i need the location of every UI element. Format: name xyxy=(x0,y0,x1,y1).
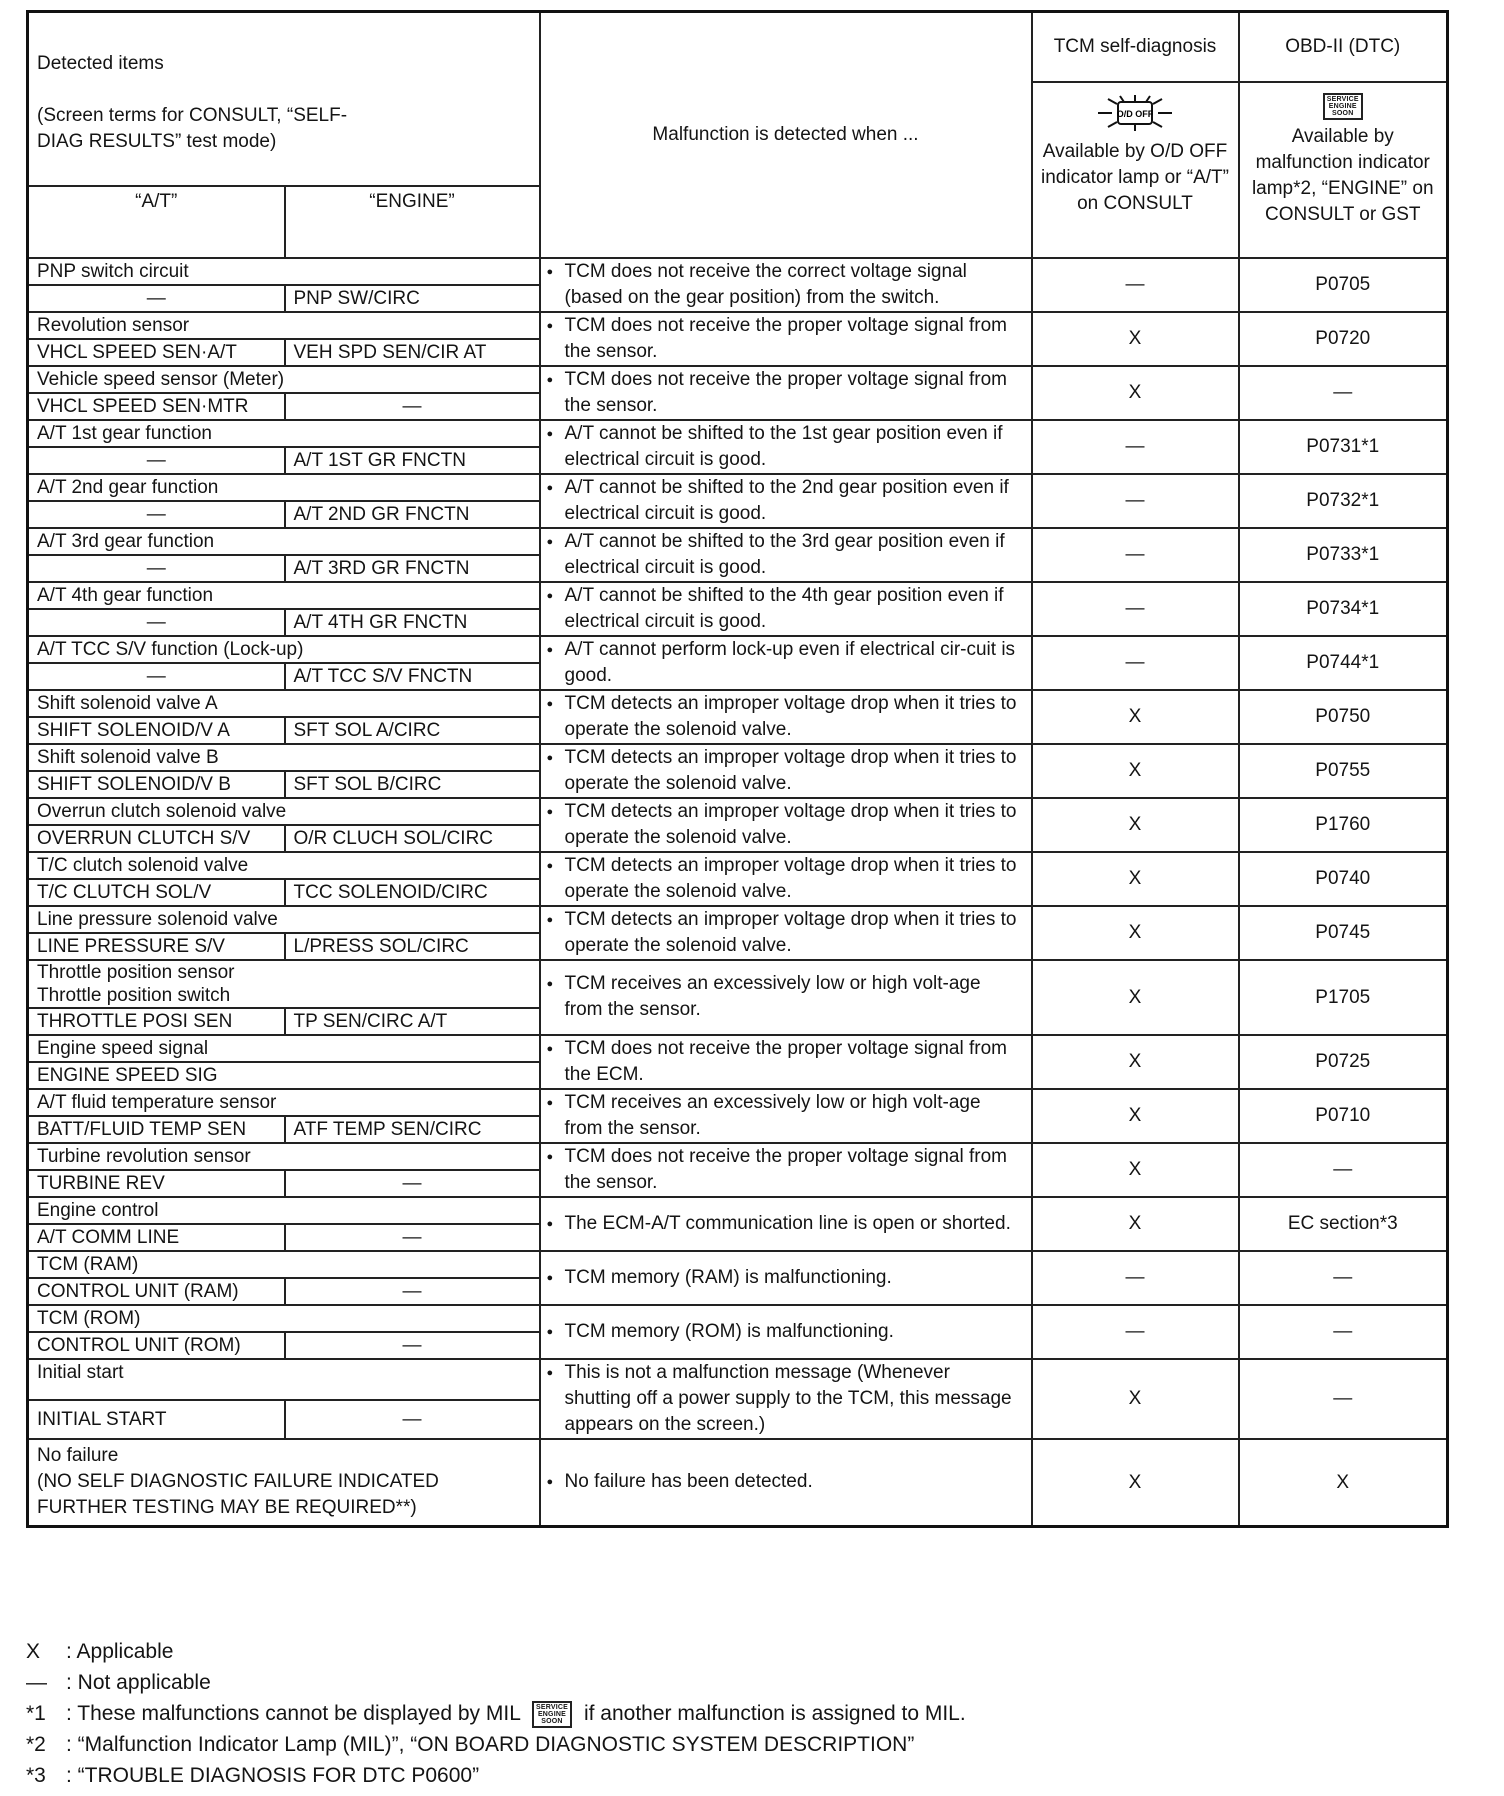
engine-term: TP SEN/CIRC A/T xyxy=(285,1008,540,1035)
table-row xyxy=(28,312,1448,339)
at-term: A/T COMM LINE xyxy=(28,1224,285,1251)
engine-term: L/PRESS SOL/CIRC xyxy=(285,933,540,960)
item-name: Vehicle speed sensor (Meter) xyxy=(28,366,540,393)
mil-inline-icon: SERVICE ENGINE SOON xyxy=(532,1701,572,1728)
table-row xyxy=(28,1439,1448,1527)
table-row xyxy=(28,744,1448,771)
item-name xyxy=(28,1439,540,1527)
engine-term: TCC SOLENOID/CIRC xyxy=(285,879,540,906)
tcm-lamp-cell xyxy=(1032,82,1239,258)
table-row xyxy=(28,690,1448,717)
note-3: *3 : “TROUBLE DIAGNOSIS FOR DTC P0600” xyxy=(26,1764,480,1787)
obd-cell: P0725 xyxy=(1239,1035,1448,1089)
table-row xyxy=(28,258,1448,285)
malfunction-cell: ● TCM detects an improper voltage drop when it tries to operate the solenoid valve. xyxy=(540,906,1032,960)
at-term: LINE PRESSURE S/V xyxy=(28,933,285,960)
engine-term: A/T 3RD GR FNCTN xyxy=(285,555,540,582)
table-row xyxy=(28,636,1448,663)
item-name-line-1: Throttle position sensor xyxy=(37,961,235,983)
tcm-cell: X xyxy=(1032,312,1239,366)
obd-cell: P0755 xyxy=(1239,744,1448,798)
malfunction-cell: ● A/T cannot be shifted to the 4th gear position even if electrical circuit is good. xyxy=(540,582,1032,636)
od-off-lamp-text: O/D OFF xyxy=(1116,108,1154,119)
at-term: SHIFT SOLENOID/V B xyxy=(28,771,285,798)
tcm-cell: — xyxy=(1032,474,1239,528)
malfunction-cell: ● This is not a malfunction message (Whenever shutting off a power supply to the TCM, this message appears on the screen.) xyxy=(540,1359,1032,1439)
engine-term: VEH SPD SEN/CIR AT xyxy=(285,339,540,366)
at-term: VHCL SPEED SEN·MTR xyxy=(28,393,285,420)
malfunction-cell: ● A/T cannot be shifted to the 2nd gear position even if electrical circuit is good. xyxy=(540,474,1032,528)
table-row xyxy=(28,960,1448,1008)
obd-cell: — xyxy=(1239,1305,1448,1359)
obd-cell: EC section*3 xyxy=(1239,1197,1448,1251)
tcm-cell: X xyxy=(1032,852,1239,906)
tcm-cell: X xyxy=(1032,960,1239,1035)
at-term: — xyxy=(28,447,285,474)
at-term: INITIAL START xyxy=(28,1400,285,1439)
malfunction-cell: ● TCM does not receive the proper voltage signal from the sensor. xyxy=(540,366,1032,420)
at-term: TURBINE REV xyxy=(28,1170,285,1197)
obd-cell: P0732*1 xyxy=(1239,474,1448,528)
at-term: VHCL SPEED SEN·A/T xyxy=(28,339,285,366)
engine-column-header: “ENGINE” xyxy=(285,186,540,258)
malfunction-cell: ● No failure has been detected. xyxy=(540,1439,1032,1527)
obd-cell: — xyxy=(1239,1359,1448,1439)
at-term: T/C CLUTCH SOL/V xyxy=(28,879,285,906)
diagnosis-table-page xyxy=(26,10,1446,1528)
engine-term: O/R CLUCH SOL/CIRC xyxy=(285,825,540,852)
obd-cell: P1760 xyxy=(1239,798,1448,852)
table-row xyxy=(28,528,1448,555)
at-term: CONTROL UNIT (ROM) xyxy=(28,1332,285,1359)
od-off-lamp-icon xyxy=(1090,93,1180,133)
obd-cell: — xyxy=(1239,366,1448,420)
engine-term: SFT SOL B/CIRC xyxy=(285,771,540,798)
at-column-header: “A/T” xyxy=(28,186,285,258)
tcm-cell: — xyxy=(1032,258,1239,312)
malfunction-cell: ● A/T cannot perform lock-up even if electrical cir-cuit is good. xyxy=(540,636,1032,690)
item-name: Shift solenoid valve A xyxy=(28,690,540,717)
obd-cell: P0731*1 xyxy=(1239,420,1448,474)
obd-cell: P0745 xyxy=(1239,906,1448,960)
tcm-cell: — xyxy=(1032,636,1239,690)
legend-notes xyxy=(26,1636,1466,1791)
item-name: PNP switch circuit xyxy=(28,258,540,285)
tcm-cell: X xyxy=(1032,1197,1239,1251)
at-term: THROTTLE POSI SEN xyxy=(28,1008,285,1035)
obd-cell: X xyxy=(1239,1439,1448,1527)
tcm-cell: — xyxy=(1032,528,1239,582)
tcm-cell: X xyxy=(1032,1359,1239,1439)
item-name: A/T 4th gear function xyxy=(28,582,540,609)
tcm-cell: — xyxy=(1032,1251,1239,1305)
engine-term: — xyxy=(285,1400,540,1439)
self-diagnosis-table xyxy=(26,10,1449,1528)
item-name-line-1: No failure xyxy=(37,1445,119,1467)
at-term: OVERRUN CLUTCH S/V xyxy=(28,825,285,852)
malfunction-header: Malfunction is detected when ... xyxy=(540,12,1032,258)
malfunction-cell: ● A/T cannot be shifted to the 3rd gear position even if electrical circuit is good. xyxy=(540,528,1032,582)
table-row xyxy=(28,1251,1448,1278)
obd-cell: — xyxy=(1239,1143,1448,1197)
item-name: Turbine revolution sensor xyxy=(28,1143,540,1170)
table-row xyxy=(28,1359,1448,1400)
obd-cell: P0744*1 xyxy=(1239,636,1448,690)
table-row xyxy=(28,420,1448,447)
tcm-cell: — xyxy=(1032,582,1239,636)
obd-cell: P0733*1 xyxy=(1239,528,1448,582)
detected-items-label: Detected items xyxy=(37,53,164,74)
header-row xyxy=(28,12,1448,82)
item-name: TCM (RAM) xyxy=(28,1251,540,1278)
item-name-line-2: (NO SELF DIAGNOSTIC FAILURE INDICATED xyxy=(37,1471,439,1493)
malfunction-cell: ● TCM detects an improper voltage drop when it tries to operate the solenoid valve. xyxy=(540,852,1032,906)
item-name: A/T 2nd gear function xyxy=(28,474,540,501)
malfunction-cell: ● TCM does not receive the proper voltage signal from the sensor. xyxy=(540,312,1032,366)
table-row xyxy=(28,852,1448,879)
engine-term: — xyxy=(285,393,540,420)
engine-term: SFT SOL A/CIRC xyxy=(285,717,540,744)
tcm-cell: X xyxy=(1032,366,1239,420)
table-row xyxy=(28,798,1448,825)
table-row xyxy=(28,582,1448,609)
obd-cell: P0740 xyxy=(1239,852,1448,906)
table-row xyxy=(28,474,1448,501)
malfunction-cell: ● TCM detects an improper voltage drop when it tries to operate the solenoid valve. xyxy=(540,690,1032,744)
tcm-cell: X xyxy=(1032,906,1239,960)
malfunction-cell: ● TCM detects an improper voltage drop when it tries to operate the solenoid valve. xyxy=(540,744,1032,798)
engine-term: — xyxy=(285,1224,540,1251)
note-2: *2 : “Malfunction Indicator Lamp (MIL)”, “ON BOARD DIAGNOSTIC SYSTEM DESCRIPTION” xyxy=(26,1733,915,1756)
item-name: Shift solenoid valve B xyxy=(28,744,540,771)
at-term: SHIFT SOLENOID/V A xyxy=(28,717,285,744)
at-term: — xyxy=(28,663,285,690)
item-name: TCM (ROM) xyxy=(28,1305,540,1332)
obd-cell: P0705 xyxy=(1239,258,1448,312)
malfunction-cell: ● The ECM-A/T communication line is open or shorted. xyxy=(540,1197,1032,1251)
at-term: — xyxy=(28,555,285,582)
at-term: ENGINE SPEED SIG xyxy=(28,1062,540,1089)
obd-cell: P1705 xyxy=(1239,960,1448,1035)
table-row xyxy=(28,906,1448,933)
malfunction-cell: ● TCM does not receive the proper voltage signal from the ECM. xyxy=(540,1035,1032,1089)
obd-cell: P0720 xyxy=(1239,312,1448,366)
engine-term: A/T 1ST GR FNCTN xyxy=(285,447,540,474)
malfunction-cell: ● TCM memory (RAM) is malfunctioning. xyxy=(540,1251,1032,1305)
at-term: — xyxy=(28,285,285,312)
screen-terms-label: (Screen terms for CONSULT, “SELF-DIAG RESULTS” test mode) xyxy=(37,105,348,152)
obd-cell: P0750 xyxy=(1239,690,1448,744)
note-applicable: X : Applicable xyxy=(26,1640,174,1663)
tcm-description: Available by O/D OFF indicator lamp or “A/T” on CONSULT xyxy=(1041,140,1229,214)
item-name: A/T 3rd gear function xyxy=(28,528,540,555)
mil-lamp-icon: SERVICE ENGINE SOON xyxy=(1323,93,1363,120)
detected-items-header xyxy=(28,12,540,186)
tcm-cell: X xyxy=(1032,1035,1239,1089)
item-name xyxy=(28,960,540,1008)
obd-cell: P0734*1 xyxy=(1239,582,1448,636)
item-name: Overrun clutch solenoid valve xyxy=(28,798,540,825)
at-term: CONTROL UNIT (RAM) xyxy=(28,1278,285,1305)
malfunction-cell: ● TCM does not receive the proper voltage signal from the sensor. xyxy=(540,1143,1032,1197)
engine-term: ATF TEMP SEN/CIRC xyxy=(285,1116,540,1143)
note-1: *1 : These malfunctions cannot be displayed by MIL SERVICE ENGINE SOON if another malfunction is assigned to MIL. xyxy=(26,1698,1466,1729)
obd-header: OBD-II (DTC) xyxy=(1239,12,1448,82)
table-row xyxy=(28,1305,1448,1332)
item-name: A/T fluid temperature sensor xyxy=(28,1089,540,1116)
malfunction-cell: ● TCM receives an excessively low or high volt-age from the sensor. xyxy=(540,960,1032,1035)
obd-cell: — xyxy=(1239,1251,1448,1305)
tcm-cell: X xyxy=(1032,744,1239,798)
engine-term: — xyxy=(285,1332,540,1359)
table-row xyxy=(28,1143,1448,1170)
malfunction-cell: ● TCM receives an excessively low or high volt-age from the sensor. xyxy=(540,1089,1032,1143)
item-name: T/C clutch solenoid valve xyxy=(28,852,540,879)
table-row xyxy=(28,1089,1448,1116)
tcm-cell: X xyxy=(1032,798,1239,852)
tcm-cell: X xyxy=(1032,1439,1239,1527)
table-row xyxy=(28,1197,1448,1224)
tcm-cell: X xyxy=(1032,1089,1239,1143)
obd-cell: P0710 xyxy=(1239,1089,1448,1143)
engine-term: A/T TCC S/V FNCTN xyxy=(285,663,540,690)
malfunction-cell: ● A/T cannot be shifted to the 1st gear position even if electrical circuit is good. xyxy=(540,420,1032,474)
at-term: — xyxy=(28,609,285,636)
engine-term: A/T 2ND GR FNCTN xyxy=(285,501,540,528)
tcm-cell: — xyxy=(1032,420,1239,474)
table-row xyxy=(28,366,1448,393)
malfunction-cell: ● TCM does not receive the correct voltage signal (based on the gear position) from the switch. xyxy=(540,258,1032,312)
tcm-cell: X xyxy=(1032,690,1239,744)
table-row xyxy=(28,1035,1448,1062)
engine-term: PNP SW/CIRC xyxy=(285,285,540,312)
note-not-applicable: — : Not applicable xyxy=(26,1671,211,1694)
item-name: A/T 1st gear function xyxy=(28,420,540,447)
engine-term: — xyxy=(285,1170,540,1197)
item-name: A/T TCC S/V function (Lock-up) xyxy=(28,636,540,663)
engine-term: — xyxy=(285,1278,540,1305)
malfunction-cell: ● TCM detects an improper voltage drop when it tries to operate the solenoid valve. xyxy=(540,798,1032,852)
at-term: — xyxy=(28,501,285,528)
tcm-cell: — xyxy=(1032,1305,1239,1359)
item-name-line-2: Throttle position switch xyxy=(37,984,231,1006)
item-name-line-3: FURTHER TESTING MAY BE REQUIRED**) xyxy=(37,1497,417,1519)
item-name: Engine speed signal xyxy=(28,1035,540,1062)
tcm-header: TCM self-diagnosis xyxy=(1032,12,1239,82)
at-term: BATT/FLUID TEMP SEN xyxy=(28,1116,285,1143)
malfunction-cell: ● TCM memory (ROM) is malfunctioning. xyxy=(540,1305,1032,1359)
item-name: Engine control xyxy=(28,1197,540,1224)
item-name: Revolution sensor xyxy=(28,312,540,339)
engine-term: A/T 4TH GR FNCTN xyxy=(285,609,540,636)
obd-description: Available by malfunction indicator lamp*2, “ENGINE” on CONSULT or GST xyxy=(1251,125,1434,225)
item-name: Initial start xyxy=(28,1359,540,1400)
tcm-cell: X xyxy=(1032,1143,1239,1197)
obd-lamp-cell xyxy=(1239,82,1448,258)
item-name: Line pressure solenoid valve xyxy=(28,906,540,933)
